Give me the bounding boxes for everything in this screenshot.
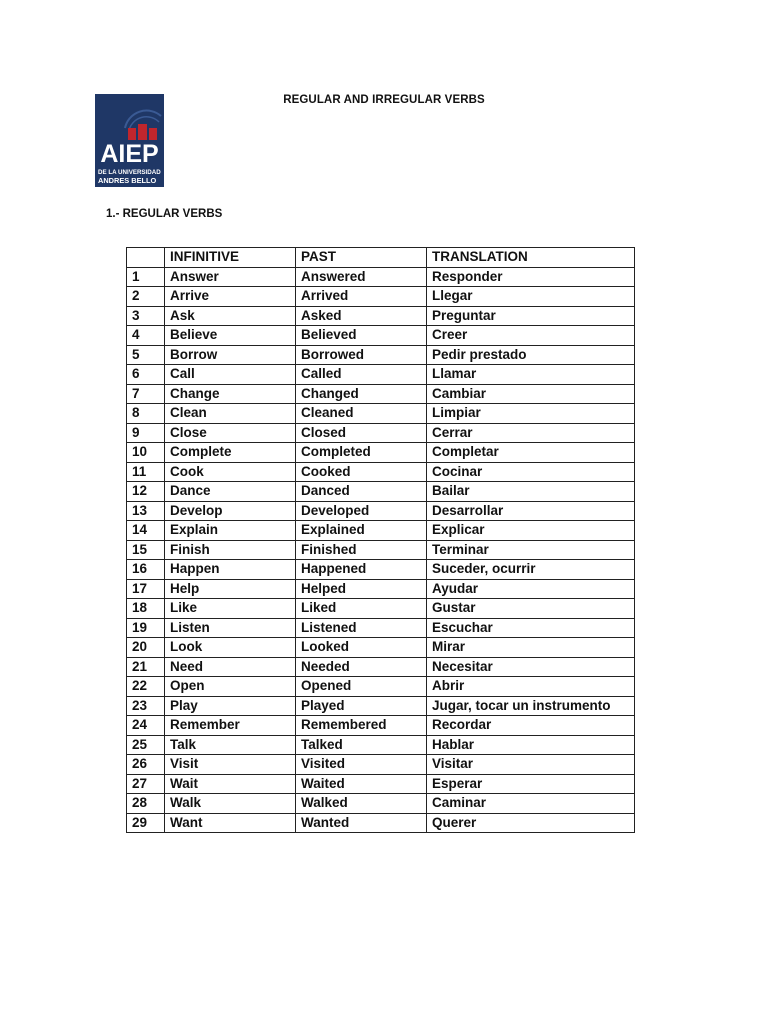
table-row	[127, 657, 635, 677]
infinitive-cell: Explain	[165, 521, 296, 541]
table-row	[127, 482, 635, 502]
table-row	[127, 813, 635, 833]
translation-cell: Responder	[427, 267, 635, 287]
table-row	[127, 560, 635, 580]
table-row	[127, 423, 635, 443]
table-row	[127, 267, 635, 287]
infinitive-cell: Want	[165, 813, 296, 833]
infinitive-cell: Answer	[165, 267, 296, 287]
table-row	[127, 501, 635, 521]
row-number: 19	[127, 618, 165, 638]
logo-main-text: AIEP	[100, 140, 159, 168]
infinitive-cell: Close	[165, 423, 296, 443]
past-cell: Changed	[296, 384, 427, 404]
past-cell: Cooked	[296, 462, 427, 482]
table-row	[127, 326, 635, 346]
infinitive-cell: Play	[165, 696, 296, 716]
translation-cell: Recordar	[427, 716, 635, 736]
past-cell: Opened	[296, 677, 427, 697]
translation-cell: Querer	[427, 813, 635, 833]
row-number: 15	[127, 540, 165, 560]
table-row	[127, 521, 635, 541]
row-number: 3	[127, 306, 165, 326]
infinitive-cell: Cook	[165, 462, 296, 482]
translation-cell: Ayudar	[427, 579, 635, 599]
table-row	[127, 384, 635, 404]
table-row	[127, 794, 635, 814]
table-row	[127, 677, 635, 697]
translation-cell: Cerrar	[427, 423, 635, 443]
translation-cell: Creer	[427, 326, 635, 346]
infinitive-cell: Believe	[165, 326, 296, 346]
row-number: 13	[127, 501, 165, 521]
translation-cell: Visitar	[427, 755, 635, 775]
infinitive-cell: Wait	[165, 774, 296, 794]
past-cell: Walked	[296, 794, 427, 814]
row-number: 9	[127, 423, 165, 443]
header-number	[127, 248, 165, 268]
infinitive-cell: Clean	[165, 404, 296, 424]
translation-cell: Abrir	[427, 677, 635, 697]
infinitive-cell: Develop	[165, 501, 296, 521]
past-cell: Looked	[296, 638, 427, 658]
table-row	[127, 755, 635, 775]
row-number: 1	[127, 267, 165, 287]
translation-cell: Cocinar	[427, 462, 635, 482]
row-number: 11	[127, 462, 165, 482]
past-cell: Called	[296, 365, 427, 385]
header-infinitive: INFINITIVE	[165, 248, 296, 268]
table-header-row	[127, 248, 635, 268]
translation-cell: Cambiar	[427, 384, 635, 404]
infinitive-cell: Happen	[165, 560, 296, 580]
translation-cell: Preguntar	[427, 306, 635, 326]
row-number: 23	[127, 696, 165, 716]
infinitive-cell: Help	[165, 579, 296, 599]
past-cell: Played	[296, 696, 427, 716]
translation-cell: Gustar	[427, 599, 635, 619]
infinitive-cell: Finish	[165, 540, 296, 560]
past-cell: Happened	[296, 560, 427, 580]
past-cell: Cleaned	[296, 404, 427, 424]
infinitive-cell: Borrow	[165, 345, 296, 365]
past-cell: Developed	[296, 501, 427, 521]
translation-cell: Llamar	[427, 365, 635, 385]
row-number: 16	[127, 560, 165, 580]
table-row	[127, 306, 635, 326]
table-row	[127, 716, 635, 736]
past-cell: Wanted	[296, 813, 427, 833]
infinitive-cell: Talk	[165, 735, 296, 755]
regular-verbs-table	[126, 247, 635, 833]
translation-cell: Caminar	[427, 794, 635, 814]
row-number: 27	[127, 774, 165, 794]
past-cell: Needed	[296, 657, 427, 677]
row-number: 8	[127, 404, 165, 424]
infinitive-cell: Remember	[165, 716, 296, 736]
past-cell: Answered	[296, 267, 427, 287]
logo-subtext-1: DE LA UNIVERSIDAD	[98, 169, 161, 176]
row-number: 10	[127, 443, 165, 463]
infinitive-cell: Listen	[165, 618, 296, 638]
row-number: 18	[127, 599, 165, 619]
infinitive-cell: Need	[165, 657, 296, 677]
infinitive-cell: Visit	[165, 755, 296, 775]
table-row	[127, 696, 635, 716]
past-cell: Liked	[296, 599, 427, 619]
row-number: 24	[127, 716, 165, 736]
translation-cell: Escuchar	[427, 618, 635, 638]
row-number: 14	[127, 521, 165, 541]
row-number: 5	[127, 345, 165, 365]
page-title: REGULAR AND IRREGULAR VERBS	[283, 94, 485, 106]
infinitive-cell: Change	[165, 384, 296, 404]
translation-cell: Llegar	[427, 287, 635, 307]
table-row	[127, 345, 635, 365]
row-number: 29	[127, 813, 165, 833]
past-cell: Danced	[296, 482, 427, 502]
past-cell: Asked	[296, 306, 427, 326]
infinitive-cell: Complete	[165, 443, 296, 463]
table-row	[127, 443, 635, 463]
translation-cell: Hablar	[427, 735, 635, 755]
translation-cell: Suceder, ocurrir	[427, 560, 635, 580]
translation-cell: Terminar	[427, 540, 635, 560]
past-cell: Helped	[296, 579, 427, 599]
past-cell: Remembered	[296, 716, 427, 736]
header-past: PAST	[296, 248, 427, 268]
translation-cell: Mirar	[427, 638, 635, 658]
header-translation: TRANSLATION	[427, 248, 635, 268]
row-number: 21	[127, 657, 165, 677]
aiep-logo-graphic	[95, 94, 164, 187]
section-title: 1.- REGULAR VERBS	[106, 208, 223, 220]
row-number: 28	[127, 794, 165, 814]
past-cell: Completed	[296, 443, 427, 463]
row-number: 22	[127, 677, 165, 697]
past-cell: Closed	[296, 423, 427, 443]
table-row	[127, 462, 635, 482]
table-row	[127, 287, 635, 307]
row-number: 12	[127, 482, 165, 502]
table-row	[127, 365, 635, 385]
table-row	[127, 638, 635, 658]
row-number: 17	[127, 579, 165, 599]
past-cell: Visited	[296, 755, 427, 775]
table-row	[127, 540, 635, 560]
translation-cell: Limpiar	[427, 404, 635, 424]
translation-cell: Desarrollar	[427, 501, 635, 521]
translation-cell: Explicar	[427, 521, 635, 541]
past-cell: Explained	[296, 521, 427, 541]
table-body	[127, 267, 635, 833]
infinitive-cell: Ask	[165, 306, 296, 326]
past-cell: Arrived	[296, 287, 427, 307]
logo-subtext-2: ANDRES BELLO	[98, 176, 157, 185]
infinitive-cell: Arrive	[165, 287, 296, 307]
past-cell: Believed	[296, 326, 427, 346]
table-row	[127, 579, 635, 599]
infinitive-cell: Open	[165, 677, 296, 697]
row-number: 2	[127, 287, 165, 307]
row-number: 7	[127, 384, 165, 404]
infinitive-cell: Look	[165, 638, 296, 658]
infinitive-cell: Like	[165, 599, 296, 619]
row-number: 6	[127, 365, 165, 385]
past-cell: Listened	[296, 618, 427, 638]
translation-cell: Necesitar	[427, 657, 635, 677]
row-number: 20	[127, 638, 165, 658]
infinitive-cell: Dance	[165, 482, 296, 502]
table-row	[127, 618, 635, 638]
row-number: 26	[127, 755, 165, 775]
row-number: 25	[127, 735, 165, 755]
translation-cell: Completar	[427, 443, 635, 463]
past-cell: Waited	[296, 774, 427, 794]
table-row	[127, 735, 635, 755]
aiep-logo	[95, 94, 164, 187]
translation-cell: Jugar, tocar un instrumento	[427, 696, 635, 716]
translation-cell: Pedir prestado	[427, 345, 635, 365]
past-cell: Talked	[296, 735, 427, 755]
past-cell: Finished	[296, 540, 427, 560]
table-row	[127, 404, 635, 424]
translation-cell: Bailar	[427, 482, 635, 502]
infinitive-cell: Call	[165, 365, 296, 385]
table-row	[127, 599, 635, 619]
row-number: 4	[127, 326, 165, 346]
infinitive-cell: Walk	[165, 794, 296, 814]
table-row	[127, 774, 635, 794]
translation-cell: Esperar	[427, 774, 635, 794]
past-cell: Borrowed	[296, 345, 427, 365]
